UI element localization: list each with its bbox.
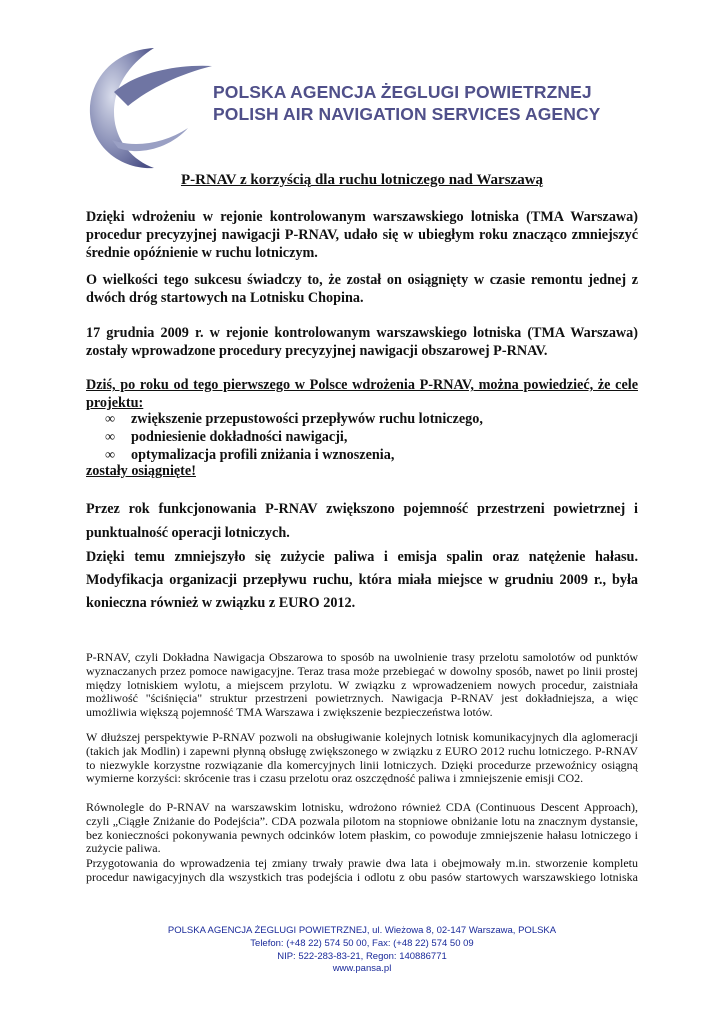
lead-paragraph-2: O wielkości tego sukcesu świadczy to, że został on osiągnięty w czasie remontu jednej z dwóch dróg startowych na Lotnisku Chopina. xyxy=(86,272,638,306)
logo-swoosh-shape xyxy=(114,66,212,106)
goal-list-item xyxy=(105,429,347,446)
detail-paragraph-4: Przygotowania do wprowadzenia tej zmiany trwały prawie dwa lata i obejmowały m.in. stworzenie kompletu procedur nawigacyjnych dla wszystkich tras podejścia i odlotu z obu pasów startowych warszawskiego lotniska xyxy=(86,856,638,884)
agency-name-english: POLISH AIR NAVIGATION SERVICES AGENCY xyxy=(213,104,601,124)
goal-text: optymalizacja profili zniżania i wznoszenia, xyxy=(131,447,395,463)
lead-paragraph-4: Dziś, po roku od tego pierwszego w Polsce wdrożenia P-RNAV, można powiedzieć, że cele projektu: xyxy=(86,377,638,411)
footer-company-ids: NIP: 522-283-83-21, Regon: 140886771 xyxy=(277,951,447,962)
goal-text: zwiększenie przepustowości przepływów ruchu lotniczego, xyxy=(131,411,483,427)
goals-conclusion: zostały osiągnięte! xyxy=(86,463,196,479)
goal-text: podniesienie dokładności nawigacji, xyxy=(131,429,348,445)
detail-paragraph-2: W dłuższej perspektywie P-RNAV pozwoli na obsługiwanie kolejnych lotnisk komunikacyjnych dla aglomeracji (takich jak Modlin) i zapewni płynną obsługę zwiększonego w związku z EURO 2012 ruchu lotniczego. P-RNAV to niezwykle korzystne rozwiązanie dla komercyjnych linii lotniczych. Dzięki procedurze przewoźnicy osiągną wymierne korzyści: skrócenie tras i czasu przelotu oraz oszczędność paliwa i zmniejszenie emisji CO2. xyxy=(86,730,638,786)
summary-paragraph-2: Dzięki temu zmniejszyło się zużycie paliwa i emisja spalin oraz natężenie hałasu. Modyfikacja organizacji przepływu ruchu, która miała miejsce w grudniu 2009 r., była konieczna również w związku z EURO 2012. xyxy=(86,549,638,611)
lead-paragraph-3: 17 grudnia 2009 r. w rejonie kontrolowanym warszawskiego lotniska (TMA Warszawa) zostały wprowadzone procedury precyzyjnej nawigacji obszarowej P-RNAV. xyxy=(86,325,638,359)
summary-paragraph-1: Przez rok funkcjonowania P-RNAV zwiększono pojemność przestrzeni powietrznej i punktualność operacji lotniczych. xyxy=(86,501,638,541)
infinity-bullet-icon: ∞ xyxy=(105,411,116,427)
footer-website-link[interactable]: www.pansa.pl xyxy=(332,963,392,974)
document-title: P-RNAV z korzyścią dla ruchu lotniczego nad Warszawą xyxy=(180,172,544,188)
footer-address: POLSKA AGENCJA ŻEGLUGI POWIETRZNEJ, ul. Wieżowa 8, 02-147 Warszawa, POLSKA xyxy=(167,925,557,936)
detail-paragraph-1: P-RNAV, czyli Dokładna Nawigacja Obszarowa to sposób na uwolnienie trasy przelotu samolotów od punktów wyznaczanych przez pomoce nawigacyjne. Teraz trasa może przebiegać w dowolny sposób, nawet po linii prostej między lotniskiem wylotu, a miejscem przylotu. W związku z wprowadzeniem nowych procedur, zaistniała możliwość "ściśnięcia" struktur przestrzeni powietrznych. Nawigacja P-RNAV jest dokładniejsza, a więc umożliwia większą pojemność TMA Warszawa i zwiększenie bezpieczeństwa lotów. xyxy=(86,650,638,720)
goal-list-item xyxy=(105,411,483,428)
agency-name-polish: POLSKA AGENCJA ŻEGLUGI POWIETRZNEJ xyxy=(213,82,592,102)
logo-arc-shape xyxy=(112,128,188,151)
infinity-bullet-icon: ∞ xyxy=(105,447,116,463)
infinity-bullet-icon: ∞ xyxy=(105,429,116,445)
goal-list-item xyxy=(105,447,394,464)
detail-paragraph-3: Równolegle do P-RNAV na warszawskim lotnisku, wdrożono również CDA (Continuous Descent Approach), czyli „Ciągłe Zniżanie do Podejścia”. CDA pozwala pilotom na stopniowe obniżanie lotu na znacznym dystansie, bez konieczności pokonywania pewnych odcinków lotem płaskim, co powoduje zmniejszenie hałasu lotniczego i zużycie paliwa. xyxy=(86,800,638,856)
pansa-logo xyxy=(84,44,214,172)
lead-paragraph-1: Dzięki wdrożeniu w rejonie kontrolowanym warszawskiego lotniska (TMA Warszawa) procedur precyzyjnej nawigacji P-RNAV, udało się w ubiegłym roku znacząco zmniejszyć średnie opóźnienie w ruchu lotniczym. xyxy=(86,209,638,261)
footer-phones: Telefon: (+48 22) 574 50 00, Fax: (+48 22) 574 50 09 xyxy=(250,938,474,949)
